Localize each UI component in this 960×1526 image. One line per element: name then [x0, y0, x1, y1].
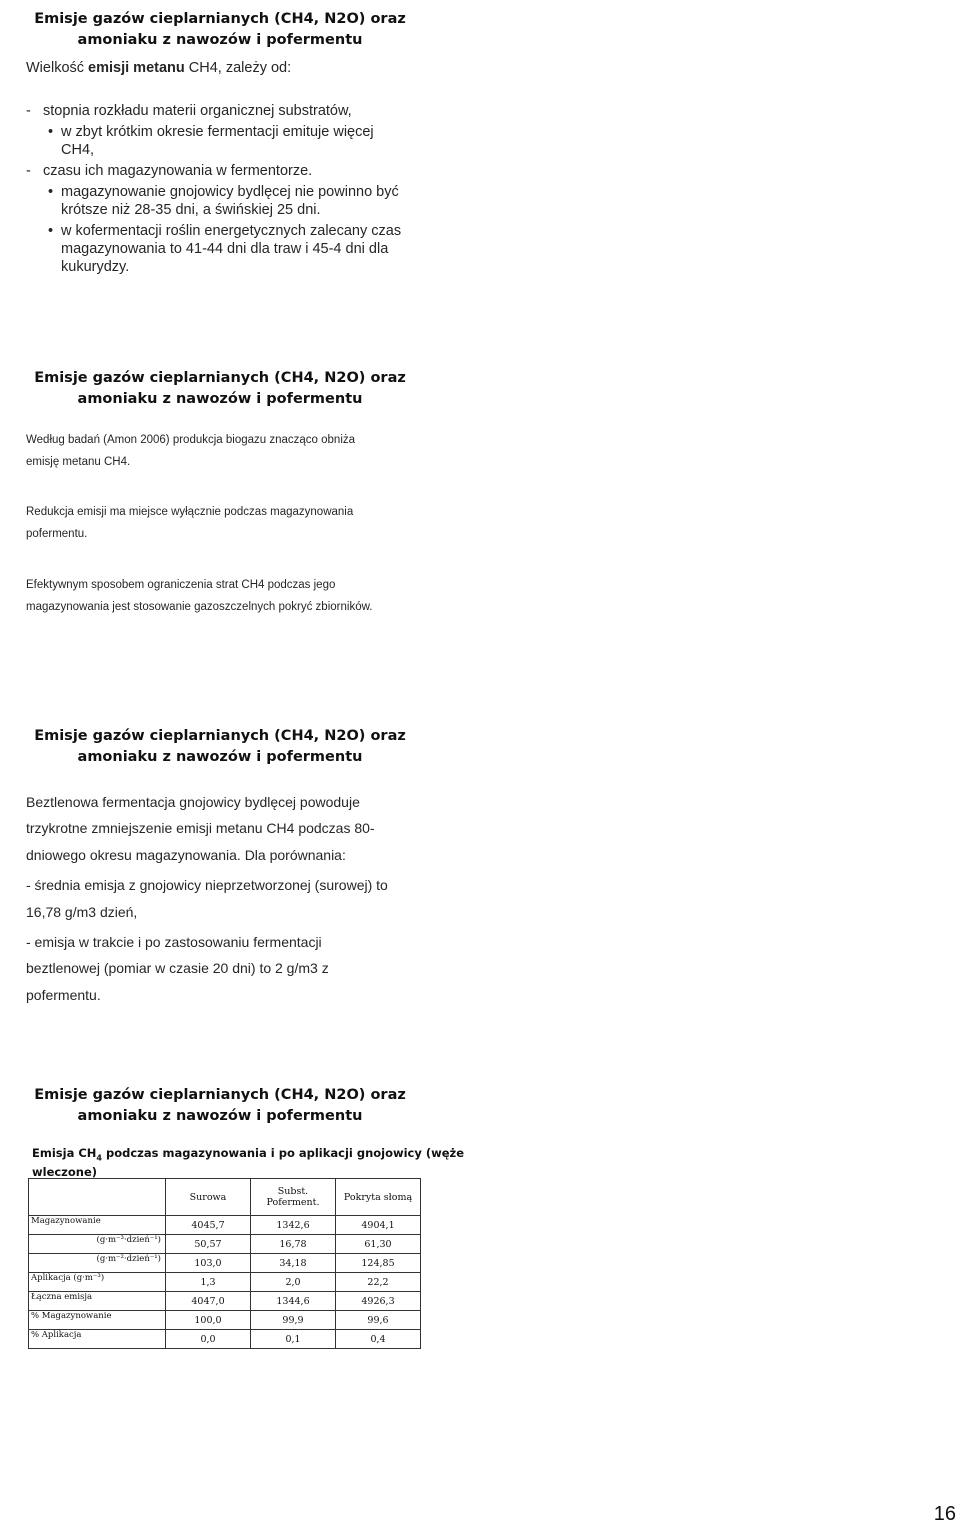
table-header-surowa: Surowa: [166, 1179, 251, 1216]
slide-1-subitem-1: • w zbyt krótkim okresie fermentacji emituje więcej: [48, 124, 374, 140]
table-header-pokryta: Pokryta słomą: [336, 1179, 421, 1216]
slide-3-line-6: - emisja w trakcie i po zastosowaniu fermentacji: [26, 934, 322, 950]
table-row: Magazynowanie 4045,7 1342,6 4904,1: [29, 1216, 421, 1235]
slide-3-line-7: beztlenowej (pomiar w czasie 20 dni) to 2 g/m3 z: [26, 960, 329, 976]
slide-3-line-1: Beztlenowa fermentacja gnojowicy bydlęcej powoduje: [26, 794, 360, 810]
slide-1-subitem-3-cont-2: kukurydzy.: [61, 259, 130, 275]
slide-2-line-3: Redukcja emisji ma miejsce wyłącznie podczas magazynowania: [26, 506, 354, 518]
table-row: Łączna emisja 4047,0 1344,6 4926,3: [29, 1292, 421, 1311]
table-row: % Magazynowanie 100,0 99,9 99,6: [29, 1311, 421, 1330]
slide-4-title-line-2: amoniaku z nawozów i pofermentu: [77, 1108, 363, 1124]
slide-1-subitem-3-cont-1: magazynowania to 41-44 dni dla traw i 45-4 dni dla: [61, 241, 389, 257]
slide-1-intro-bold: emisji metanu: [88, 60, 185, 76]
table-row: (g·m⁻²·dzień⁻¹) 103,0 34,18 124,85: [29, 1254, 421, 1273]
slide-1-subitem-2: • magazynowanie gnojowicy bydlęcej nie powinno być: [48, 184, 399, 200]
slide-1-item-1: - stopnia rozkładu materii organicznej substratów,: [26, 103, 352, 119]
table-row: Aplikacja (g·m⁻³) 1,3 2,0 22,2: [29, 1273, 421, 1292]
slide-3-title: [0, 726, 440, 768]
slide-2-title-line-1: Emisje gazów cieplarnianych (CH4, N2O) oraz: [34, 370, 406, 386]
slide-2-title: [0, 368, 440, 410]
slide-3-title-line-2: amoniaku z nawozów i pofermentu: [77, 749, 363, 765]
slide-1-intro-post: CH4, zależy od:: [184, 60, 292, 76]
slide-2-line-2: emisję metanu CH4.: [26, 456, 131, 468]
slide-1-subitem-1-cont: CH4,: [61, 142, 95, 158]
slide-3-line-2: trzykrotne zmniejszenie emisji metanu CH4 podczas 80-: [26, 820, 375, 836]
slide-1-item-2: - czasu ich magazynowania w fermentorze.: [26, 163, 313, 179]
slide-2-title-line-2: amoniaku z nawozów i pofermentu: [77, 391, 363, 407]
slide-1-subitem-3: • w kofermentacji roślin energetycznych zalecany czas: [48, 223, 402, 239]
slide-4-title: [0, 1085, 440, 1127]
table-row: (g·m⁻³·dzień⁻¹) 50,57 16,78 61,30: [29, 1235, 421, 1254]
table-row: % Aplikacja 0,0 0,1 0,4: [29, 1330, 421, 1349]
slide-2-line-5: Efektywnym sposobem ograniczenia strat CH4 podczas jego: [26, 579, 336, 591]
slide-2-line-1: Według badań (Amon 2006) produkcja biogazu znacząco obniża: [26, 434, 356, 446]
table-header-poferment: Subst. Poferment.: [251, 1179, 336, 1216]
slide-3-line-4: - średnia emisja z gnojowicy nieprzetworzonej (surowej) to: [26, 877, 388, 893]
slide-3-title-line-1: Emisje gazów cieplarnianych (CH4, N2O) oraz: [34, 728, 406, 744]
table-caption: Emisja $CH_4$ podczas magazynowania i po aplikacji gnojowicy (węże wleczone): [32, 1146, 465, 1180]
slide-1-intro: [26, 60, 291, 76]
ch4-emission-table: [28, 1178, 421, 1349]
slide-2-line-6: magazynowania jest stosowanie gazoszczelnych pokryć zbiorników.: [26, 601, 373, 613]
slide-4-title-line-1: Emisje gazów cieplarnianych (CH4, N2O) oraz: [34, 1087, 406, 1103]
slide-1-title-line-1: Emisje gazów cieplarnianych (CH4, N2O) oraz: [34, 11, 406, 27]
slide-3-line-8: pofermentu.: [26, 987, 101, 1003]
slide-1-subitem-2-cont: krótsze niż 28-35 dni, a świńskiej 25 dni.: [61, 202, 321, 218]
slide-2-line-4: pofermentu.: [26, 528, 88, 540]
table-header-row: [29, 1179, 421, 1216]
slide-1-intro-pre: Wielkość: [26, 60, 89, 76]
slide-3-line-5: 16,78 g/m3 dzień,: [26, 904, 138, 920]
page-number: 16: [933, 1503, 956, 1525]
slide-3-line-3: dniowego okresu magazynowania. Dla porównania:: [26, 847, 346, 863]
slide-1-title: [0, 9, 440, 51]
table-header-empty: [29, 1179, 166, 1216]
slide-1-title-line-2: amoniaku z nawozów i pofermentu: [77, 32, 363, 48]
